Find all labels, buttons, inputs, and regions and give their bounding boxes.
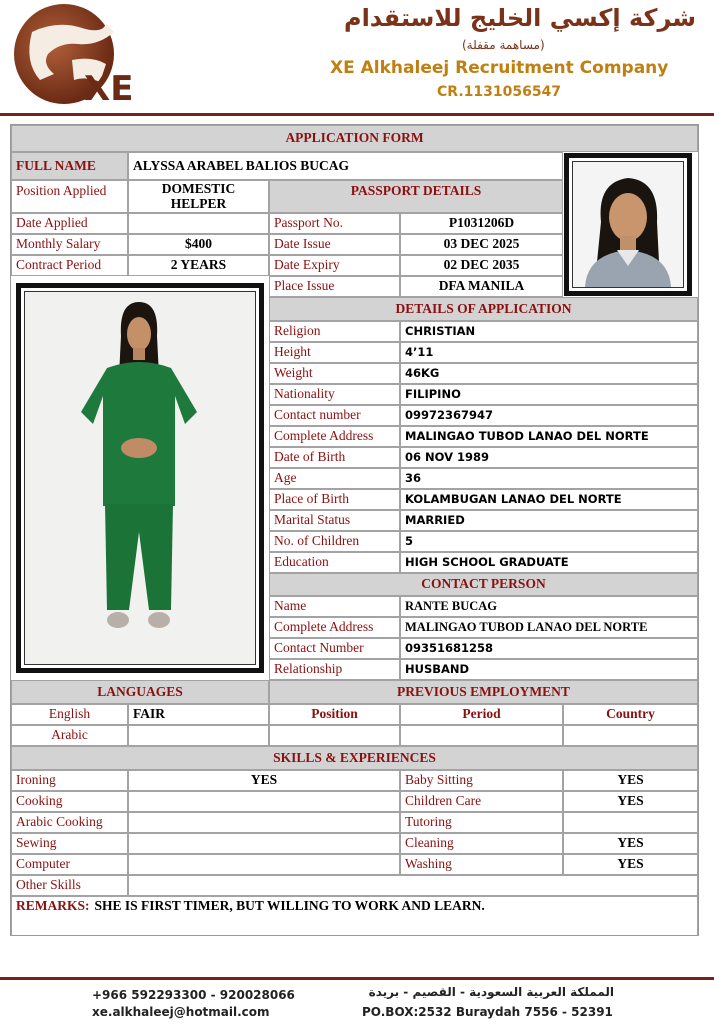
detail-label-children: No. of Children — [269, 531, 400, 552]
detail-label-religion: Religion — [269, 321, 400, 342]
skill-value-arabic-cooking — [128, 812, 400, 833]
contact-value-name: RANTE BUCAG — [400, 596, 698, 617]
detail-label-height: Height — [269, 342, 400, 363]
detail-value-age: 36 — [400, 468, 698, 489]
skill-value-tutoring — [563, 812, 698, 833]
contact-label-number: Contact Number — [269, 638, 400, 659]
detail-value-education: HIGH SCHOOL GRADUATE — [400, 552, 698, 573]
svg-text:XE: XE — [84, 69, 134, 109]
position-label: Position Applied — [11, 180, 128, 213]
detail-label-weight: Weight — [269, 363, 400, 384]
detail-value-children: 5 — [400, 531, 698, 552]
skill-label-computer: Computer — [11, 854, 128, 875]
skill-value-computer — [128, 854, 400, 875]
detail-label-nationality: Nationality — [269, 384, 400, 405]
skill-label-children-care: Children Care — [400, 791, 563, 812]
date-issue-label: Date Issue — [269, 234, 400, 255]
passport-no-label: Passport No. — [269, 213, 400, 234]
passport-details-header: PASSPORT DETAILS — [269, 180, 563, 213]
employment-cell-country — [563, 725, 698, 746]
skill-value-washing: YES — [563, 854, 698, 875]
form-title: APPLICATION FORM — [11, 125, 698, 152]
skill-label-arabic-cooking: Arabic Cooking — [11, 812, 128, 833]
company-logo — [2, 2, 172, 112]
cr-number: CR.1131056547 — [437, 84, 562, 100]
date-expiry-value: 02 DEC 2035 — [400, 255, 563, 276]
position-value: DOMESTIC HELPER — [128, 180, 269, 213]
skill-value-cleaning: YES — [563, 833, 698, 854]
contact-value-number: 09351681258 — [400, 638, 698, 659]
skill-label-ironing: Ironing — [11, 770, 128, 791]
detail-value-height: 4’11 — [400, 342, 698, 363]
details-header: DETAILS OF APPLICATION — [269, 297, 698, 321]
contact-label-name: Name — [269, 596, 400, 617]
detail-value-nationality: FILIPINO — [400, 384, 698, 405]
remarks-row — [11, 896, 698, 935]
skill-label-sewing: Sewing — [11, 833, 128, 854]
employment-col-period: Period — [400, 704, 563, 725]
skills-header: SKILLS & EXPERIENCES — [11, 746, 698, 770]
employment-cell-period — [400, 725, 563, 746]
skill-label-cleaning: Cleaning — [400, 833, 563, 854]
letterhead — [0, 0, 714, 116]
date-issue-value: 03 DEC 2025 — [400, 234, 563, 255]
date-applied-value — [128, 213, 269, 234]
contact-person-header: CONTACT PERSON — [269, 573, 698, 596]
arabic-company-subtitle: (مساهمة مقفلة) — [462, 38, 545, 52]
skill-value-cooking — [128, 791, 400, 812]
arabic-company-name: شركة إكسي الخليج للاستقدام — [343, 4, 696, 32]
employment-col-country: Country — [563, 704, 698, 725]
remarks-value: SHE IS FIRST TIMER, BUT WILLING TO WORK AND LEARN. — [94, 898, 485, 913]
detail-value-weight: 46KG — [400, 363, 698, 384]
detail-value-marital: MARRIED — [400, 510, 698, 531]
contract-value: 2 YEARS — [128, 255, 269, 276]
skill-value-other — [128, 875, 698, 896]
language-value-arabic — [128, 725, 269, 746]
place-issue-label: Place Issue — [269, 276, 400, 297]
place-issue-value: DFA MANILA — [400, 276, 563, 297]
detail-label-address: Complete Address — [269, 426, 400, 447]
portrait-photo — [564, 153, 692, 296]
date-expiry-label: Date Expiry — [269, 255, 400, 276]
detail-label-education: Education — [269, 552, 400, 573]
full-body-photo — [16, 283, 264, 673]
employment-col-position: Position — [269, 704, 400, 725]
language-value-english: FAIR — [128, 704, 269, 725]
skill-value-sewing — [128, 833, 400, 854]
skill-label-washing: Washing — [400, 854, 563, 875]
contact-value-address: MALINGAO TUBOD LANAO DEL NORTE — [400, 617, 698, 638]
contact-label-address: Complete Address — [269, 617, 400, 638]
contact-value-relationship: HUSBAND — [400, 659, 698, 680]
passport-no-value: P1031206D — [400, 213, 563, 234]
skill-label-cooking: Cooking — [11, 791, 128, 812]
footer-arabic-address: المملكة العربية السعودية - القصيم - بريدة — [368, 985, 614, 999]
detail-label-contact: Contact number — [269, 405, 400, 426]
date-applied-label: Date Applied — [11, 213, 128, 234]
detail-label-dob: Date of Birth — [269, 447, 400, 468]
detail-value-religion: CHRISTIAN — [400, 321, 698, 342]
remarks-label: REMARKS: — [16, 898, 90, 913]
full-name-value: ALYSSA ARABEL BALIOS BUCAG — [128, 152, 563, 180]
applicant-portrait-icon — [573, 162, 683, 287]
footer-phone: +966 592293300 - 920028066 — [92, 988, 295, 1002]
detail-value-pob: KOLAMBUGAN LANAO DEL NORTE — [400, 489, 698, 510]
detail-value-dob: 06 NOV 1989 — [400, 447, 698, 468]
full-name-label: FULL NAME — [11, 152, 128, 180]
detail-value-address: MALINGAO TUBOD LANAO DEL NORTE — [400, 426, 698, 447]
previous-employment-header: PREVIOUS EMPLOYMENT — [269, 680, 698, 704]
application-form — [10, 124, 699, 936]
footer-divider — [0, 977, 714, 980]
skill-value-ironing: YES — [128, 770, 400, 791]
language-label-english: English — [11, 704, 128, 725]
applicant-full-body-icon — [25, 292, 255, 664]
skill-value-children-care: YES — [563, 791, 698, 812]
contact-label-relationship: Relationship — [269, 659, 400, 680]
language-label-arabic: Arabic — [11, 725, 128, 746]
footer-po-box: PO.BOX:2532 Buraydah 7556 - 52391 — [362, 1005, 613, 1019]
detail-label-age: Age — [269, 468, 400, 489]
salary-value: $400 — [128, 234, 269, 255]
footer-email: xe.alkhaleej@hotmail.com — [92, 1005, 270, 1019]
skill-label-other: Other Skills — [11, 875, 128, 896]
skill-value-baby-sitting: YES — [563, 770, 698, 791]
skill-label-tutoring: Tutoring — [400, 812, 563, 833]
detail-label-pob: Place of Birth — [269, 489, 400, 510]
header-divider — [0, 113, 714, 116]
languages-header: LANGUAGES — [11, 680, 269, 704]
skill-label-baby-sitting: Baby Sitting — [400, 770, 563, 791]
employment-cell-position — [269, 725, 400, 746]
contract-label: Contract Period — [11, 255, 128, 276]
detail-label-marital: Marital Status — [269, 510, 400, 531]
english-company-name: XE Alkhaleej Recruitment Company — [330, 58, 669, 78]
detail-value-contact: 09972367947 — [400, 405, 698, 426]
salary-label: Monthly Salary — [11, 234, 128, 255]
